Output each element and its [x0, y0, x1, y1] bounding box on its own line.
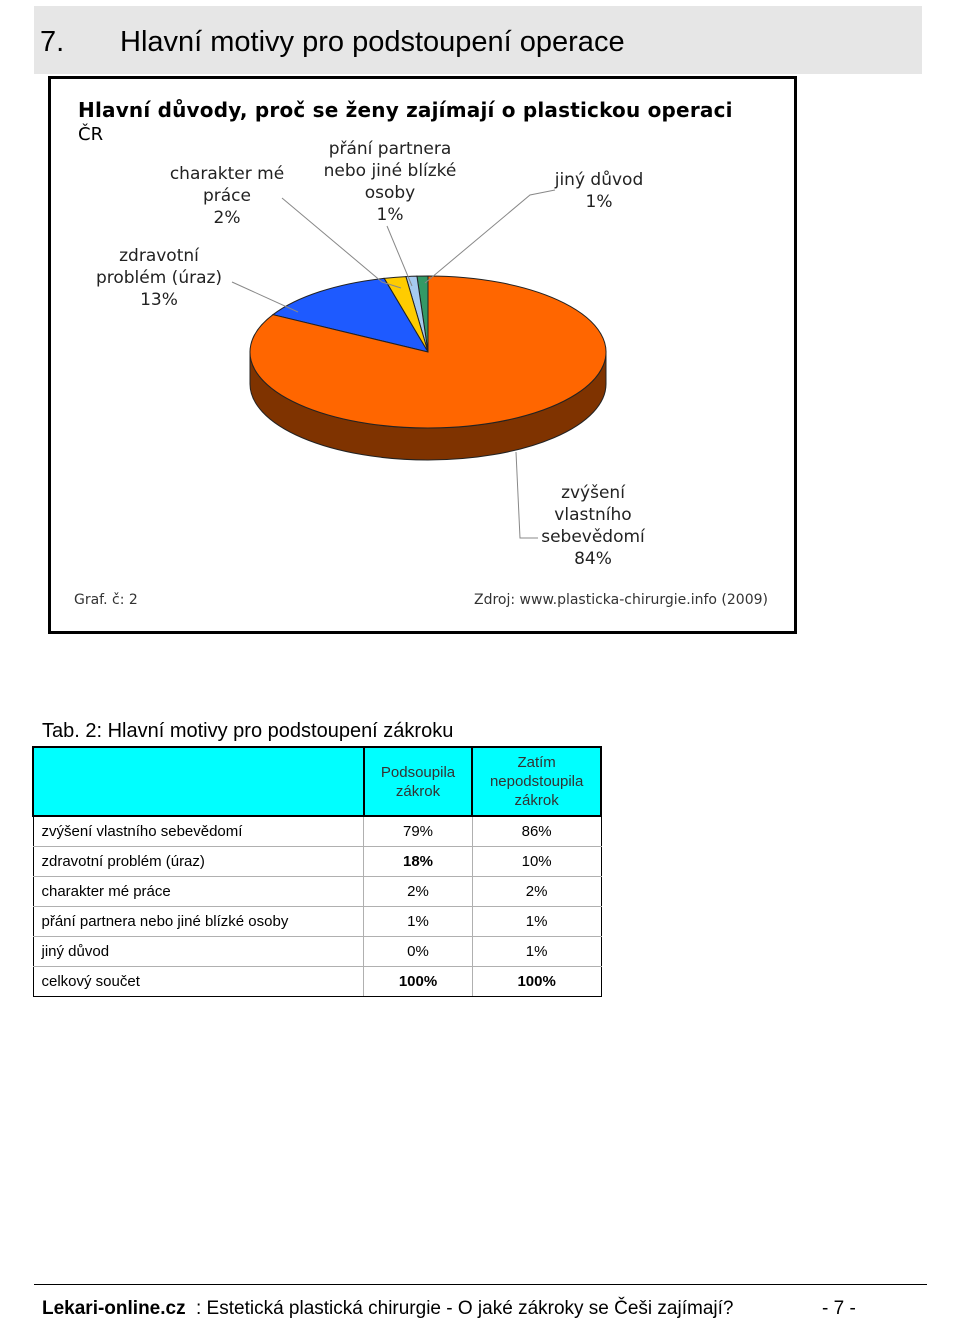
graph-number: Graf. č: 2 — [74, 592, 138, 608]
cell-nepodstoupila: 86% — [472, 816, 601, 847]
row-label: celkový součet — [33, 967, 364, 997]
label-zvyseni: zvýšení vlastního sebevědomí 84% — [541, 483, 645, 569]
page-number: - 7 - — [822, 1298, 856, 1319]
leader-line-zdravotni — [232, 282, 298, 312]
footer-rule — [34, 1284, 927, 1285]
label-prani-partnera: přání partnera nebo jiné blízké osoby 1% — [323, 139, 457, 225]
row-label: přání partnera nebo jiné blízké osoby — [33, 907, 364, 937]
table-row — [33, 907, 601, 937]
footer-text: : Estetická plastická chirurgie - O jaké zákroky se Češi zajímají? — [196, 1298, 734, 1319]
label-charakter: charakter mé práce 2% — [169, 164, 285, 228]
row-label: jiný důvod — [33, 937, 364, 967]
cell-podsoupila: 79% — [364, 816, 473, 847]
header-podsoupila: Podsoupila zákrok — [364, 747, 473, 816]
table-row — [33, 877, 601, 907]
table-caption: Tab. 2: Hlavní motivy pro podstoupení zákroku — [42, 720, 454, 742]
label-jiny-duvod: jiný důvod 1% — [554, 170, 644, 212]
cell-podsoupila: 100% — [364, 967, 473, 997]
cell-podsoupila: 1% — [364, 907, 473, 937]
cell-nepodstoupila: 1% — [472, 907, 601, 937]
cell-podsoupila: 0% — [364, 937, 473, 967]
graph-source: Zdroj: www.plasticka-chirurgie.info (2009) — [474, 592, 768, 608]
table-total-row — [33, 967, 601, 997]
table-row — [33, 847, 601, 877]
cell-podsoupila: 2% — [364, 877, 473, 907]
section-number: 7. — [40, 26, 65, 58]
header-nepodstoupila: Zatím nepodstoupila zákrok — [472, 747, 601, 816]
chart-subtitle: ČR — [78, 124, 104, 145]
cell-nepodstoupila: 100% — [472, 967, 601, 997]
header-empty — [33, 747, 364, 816]
row-label: charakter mé práce — [33, 877, 364, 907]
cell-nepodstoupila: 1% — [472, 937, 601, 967]
chart-title: Hlavní důvody, proč se ženy zajímají o plastickou operaci — [78, 98, 733, 122]
cell-nepodstoupila: 10% — [472, 847, 601, 877]
table-row — [33, 937, 601, 967]
footer-site-name: Lekari-online.cz — [42, 1298, 186, 1319]
section-title: Hlavní motivy pro podstoupení operace — [120, 26, 625, 58]
cell-podsoupila: 18% — [364, 847, 473, 877]
row-label: zvýšení vlastního sebevědomí — [33, 816, 364, 847]
table-header-row — [33, 747, 601, 816]
motives-table — [32, 746, 602, 997]
table-row — [33, 816, 601, 847]
row-label: zdravotní problém (úraz) — [33, 847, 364, 877]
label-zdravotni: zdravotní problém (úraz) 13% — [95, 246, 223, 310]
cell-nepodstoupila: 2% — [472, 877, 601, 907]
